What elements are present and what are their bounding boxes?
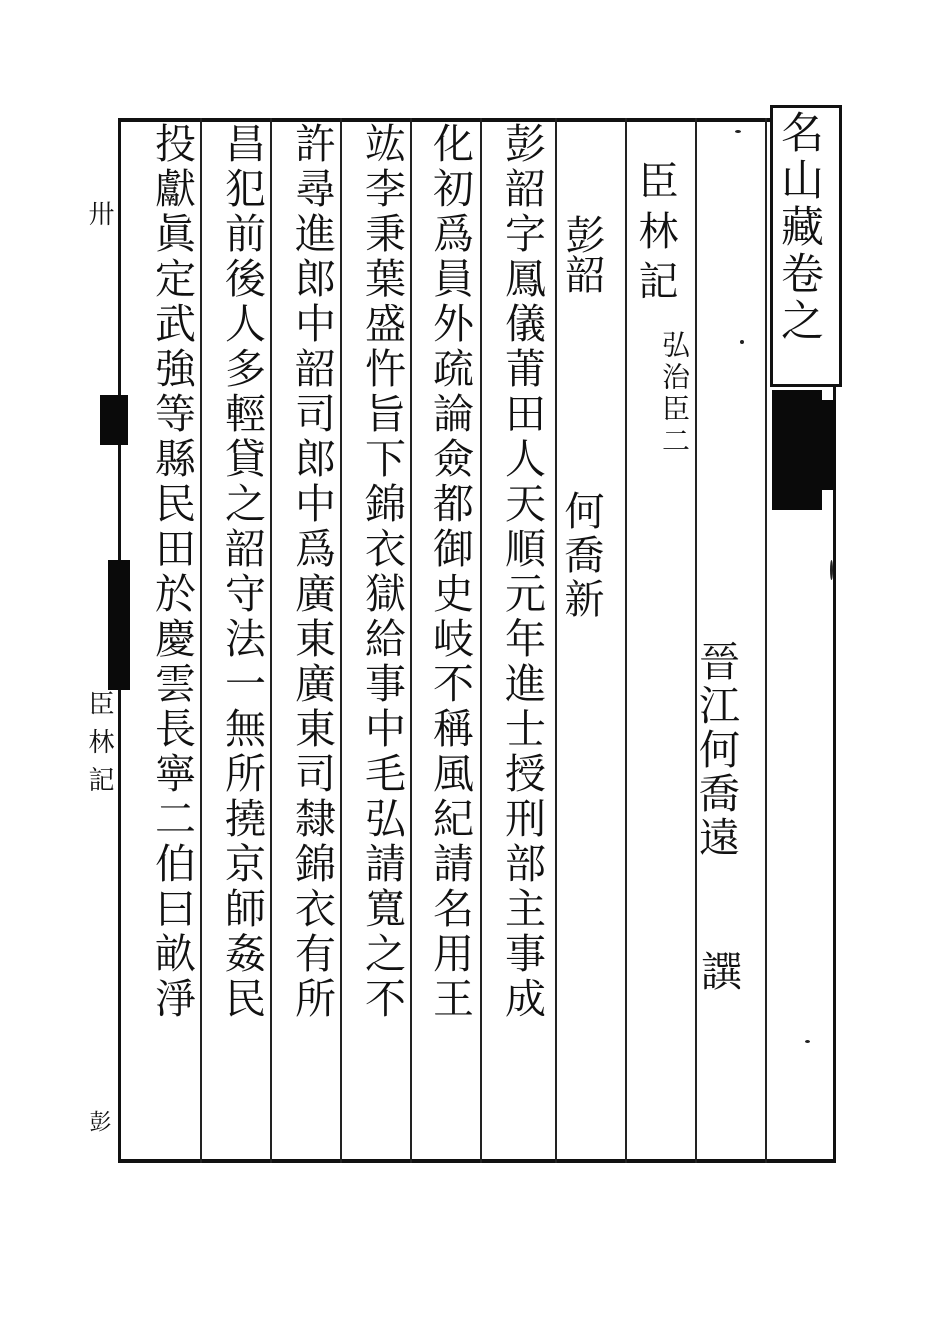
column-rule [270, 118, 272, 1163]
ink-band [100, 395, 128, 445]
column-rule [410, 118, 412, 1163]
body-column-2: 化初爲員外疏論僉都御史岐不稱風紀請名用王 [426, 122, 474, 1022]
margin-mark: 卅 [84, 200, 114, 226]
margin-page-mark: 彭 [86, 1110, 111, 1132]
column-rule [200, 118, 202, 1163]
ink-speck [805, 1040, 810, 1043]
chapter-subheading: 弘治臣二 [658, 330, 691, 458]
ink-band [822, 400, 836, 490]
entry-author: 何喬新 [558, 490, 604, 622]
body-column-3: 竑李秉葉盛忤旨下錦衣獄給事中毛弘請寬之不 [358, 122, 406, 1022]
body-column-1: 彭韶字鳳儀莆田人天順元年進士授刑部主事成 [498, 122, 546, 1022]
body-column-5: 昌犯前後人多輕貸之韶守法一無所撓京師姦民 [218, 122, 266, 1022]
volume-title: 名山藏卷之 [774, 110, 824, 345]
column-rule [480, 118, 482, 1163]
ink-speck [830, 560, 833, 580]
ink-band [772, 390, 822, 510]
compiler-name: 晉江何喬遠 [692, 640, 740, 860]
column-rule [765, 118, 767, 1163]
chapter-heading: 臣林記 [632, 160, 678, 310]
ink-speck [740, 340, 744, 344]
entry-name: 彭韶 [559, 214, 605, 294]
ink-band [108, 560, 130, 690]
body-column-4: 許尋進郎中韶司郎中爲廣東廣東司隸錦衣有所 [288, 122, 336, 1022]
compiler-verb: 譔 [694, 950, 742, 991]
body-column-6: 投獻眞定武強等縣民田於慶雲長寧二伯曰畝淨 [148, 122, 196, 1022]
column-rule [340, 118, 342, 1163]
ink-speck [735, 130, 741, 133]
margin-title: 臣林記 [84, 690, 114, 804]
